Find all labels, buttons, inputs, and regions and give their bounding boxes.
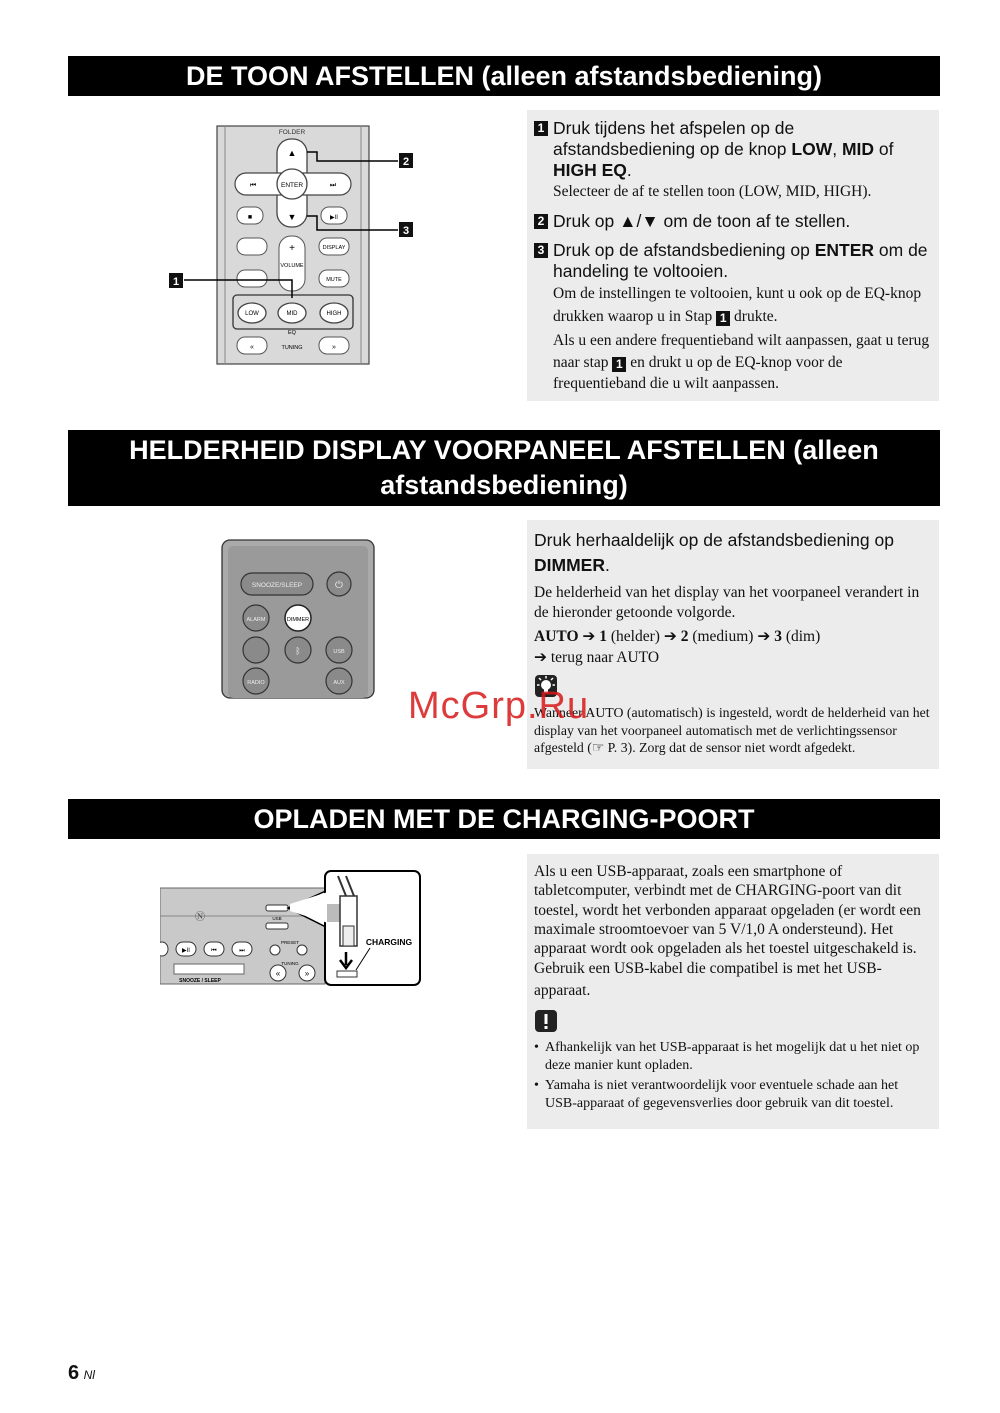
key-high-eq: HIGH EQ xyxy=(553,160,627,180)
step-3-note-2 xyxy=(534,330,933,395)
step-text: Druk op de afstandsbediening op xyxy=(553,240,815,260)
label-charging: CHARGING xyxy=(365,937,413,947)
caution-icon xyxy=(534,1009,933,1038)
step-2 xyxy=(534,211,933,232)
svg-text:▼: ▼ xyxy=(287,212,297,222)
arrow-icon: ➔ xyxy=(659,628,681,645)
tip-icon xyxy=(534,674,933,703)
svg-text:ᛒ: ᛒ xyxy=(295,646,301,656)
step-text: Druk op ▲/▼ om de toon af te stellen. xyxy=(553,211,851,231)
svg-text:▲: ▲ xyxy=(287,148,297,158)
svg-text:Ⓝ: Ⓝ xyxy=(195,912,205,923)
charging-instructions-panel xyxy=(527,854,939,1129)
key-low: LOW xyxy=(791,139,833,159)
svg-text:⏮: ⏮ xyxy=(211,948,217,954)
seq-back: terug naar AUTO xyxy=(550,649,660,666)
arrow-icon: ➔ xyxy=(534,649,551,666)
tip-text: Wanneer AUTO (automatisch) is ingesteld, wordt de helderheid van het display van het voorpaneel automatisch met de verlichtingssensor afgesteld (☞ P. 3). Zorg dat de sensor niet wordt afgedekt. xyxy=(534,705,930,755)
dimmer-description: De helderheid van het display van het voorpaneel verandert in de hieronder getoonde volgorde. xyxy=(534,584,920,621)
svg-text:»: » xyxy=(332,344,336,351)
note-text: Als u een andere frequentieband wilt aanpassen, gaat u terug naar stap xyxy=(553,332,930,371)
step-number: 3 xyxy=(534,243,548,258)
key-enter: ENTER xyxy=(814,240,875,260)
section-title-text: HELDERHEID DISPLAY VOORPANEEL AFSTELLEN (alleen xyxy=(129,435,879,465)
svg-text:⏻: ⏻ xyxy=(335,580,343,591)
step-number: 1 xyxy=(534,121,548,136)
svg-text:⏭: ⏭ xyxy=(239,948,245,954)
remote-eq-illustration xyxy=(165,120,425,365)
svg-text:▶II: ▶II xyxy=(330,215,338,221)
sep: . xyxy=(626,160,632,180)
label-usb: USB xyxy=(333,649,345,655)
label-dimmer: DIMMER xyxy=(286,617,310,623)
svg-text:«: « xyxy=(250,344,254,351)
arrow-icon: ➔ xyxy=(578,628,600,645)
section-title-text: OPLADEN MET DE CHARGING-POORT xyxy=(253,803,755,834)
label-usb: USB xyxy=(272,916,282,921)
seq-3: 3 xyxy=(774,628,782,645)
intro-text: . xyxy=(604,555,610,575)
svg-text:⏭: ⏭ xyxy=(329,182,337,189)
svg-text:■: ■ xyxy=(247,214,253,221)
step-text: Druk tijdens het afspelen op de afstandsbediening op de knop xyxy=(553,118,795,159)
page-number: 6 xyxy=(68,1362,80,1384)
dimmer-instructions-panel xyxy=(527,520,939,769)
charging-port-illustration xyxy=(160,868,425,988)
language-code: Nl xyxy=(83,1368,95,1382)
section-title-charging xyxy=(68,799,940,839)
note-text: Om de instellingen te voltooien, kunt u ook op de EQ-knop drukken waarop u in Stap xyxy=(553,285,922,325)
sep: of xyxy=(874,139,894,159)
step-1-note: Selecteer de af te stellen toon (LOW, MID, HIGH). xyxy=(553,183,872,200)
label-display: DISPLAY xyxy=(322,245,346,251)
list-item: • Afhankelijk van het USB-apparaat is het mogelijk dat u het niet op deze manier kunt opladen. xyxy=(534,1039,933,1075)
label-snooze: SNOOZE/SLEEP xyxy=(251,582,303,589)
inline-step-ref: 1 xyxy=(612,357,626,372)
step-number: 2 xyxy=(534,214,548,229)
seq-label: (medium) xyxy=(688,628,754,645)
step-3-note-1 xyxy=(534,282,933,328)
seq-2: 2 xyxy=(680,628,689,645)
svg-text:▶II: ▶II xyxy=(182,948,190,954)
label-mute: MUTE xyxy=(326,277,342,283)
key-dimmer: DIMMER xyxy=(534,555,605,575)
note-text: en drukt u op de EQ-knop voor de frequentieband die u wilt aanpassen. xyxy=(553,353,843,392)
dimmer-intro xyxy=(534,528,933,578)
watermark: McGrp.Ru xyxy=(408,685,590,727)
step-3 xyxy=(534,240,933,282)
callout-1: 1 xyxy=(172,276,180,288)
callout-3: 3 xyxy=(402,225,410,237)
label-folder: FOLDER xyxy=(278,129,306,136)
seq-label: (helder) xyxy=(607,628,660,645)
inline-step-ref: 1 xyxy=(716,311,730,326)
callout-2: 2 xyxy=(402,156,410,168)
tone-instructions-panel xyxy=(527,110,939,401)
sep: , xyxy=(832,139,842,159)
charging-cable-note: Gebruik een USB-kabel die compatibel is met het USB-apparaat. xyxy=(534,960,882,1000)
seq-label: (dim) xyxy=(781,628,821,645)
dimmer-sequence xyxy=(534,626,933,668)
label-volume: VOLUME xyxy=(280,263,304,269)
arrow-icon: ➔ xyxy=(753,628,775,645)
list-item: • Yamaha is niet verantwoordelijk voor eventuele schade aan het USB-apparaat of gegevensverlies door gebruik van dit toestel. xyxy=(534,1077,933,1113)
note-text: drukte. xyxy=(730,308,778,325)
key-mid: MID xyxy=(841,139,875,159)
label-snooze: SNOOZE / SLEEP xyxy=(179,978,221,984)
label-alarm: ALARM xyxy=(246,617,266,623)
page-footer xyxy=(68,1362,95,1385)
remote-dimmer-illustration xyxy=(221,539,375,699)
section-title-dimmer xyxy=(68,430,940,506)
svg-text:»: » xyxy=(304,969,310,978)
step-1 xyxy=(534,118,933,181)
section-title-text: DE TOON AFSTELLEN (alleen afstandsbediening) xyxy=(185,60,823,91)
caution-list xyxy=(534,1039,933,1113)
label-high: HIGH xyxy=(326,311,342,317)
svg-text:+: + xyxy=(289,243,295,254)
step-text: om de handeling te voltooien. xyxy=(553,240,928,281)
section-title-tone xyxy=(68,56,940,96)
svg-text:«: « xyxy=(275,969,281,978)
intro-text: Druk herhaaldelijk op de afstandsbediening op xyxy=(534,530,894,550)
label-mid: MID xyxy=(286,311,298,317)
label-tuning: TUNING xyxy=(281,345,303,351)
label-low: LOW xyxy=(245,311,259,317)
svg-text:⏮: ⏮ xyxy=(249,182,257,189)
label-enter: ENTER xyxy=(280,182,304,189)
label-eq: EQ xyxy=(288,330,296,336)
charging-description: Als u een USB-apparaat, zoals een smartphone of tabletcomputer, verbindt met de CHARGING-poort van dit toestel, wordt het verbonden apparaat opgeladen (er wordt een maximale stroomtoevoer van 5 V/1,0 A ondersteund). Het apparaat wordt ook opgeladen als het toestel uitgeschakeld is. xyxy=(534,863,921,958)
section-title-text: afstandsbediening) xyxy=(380,470,628,500)
label-aux: AUX xyxy=(333,680,345,686)
label-radio: RADIO xyxy=(247,680,265,686)
seq-auto: AUTO xyxy=(534,628,579,645)
seq-1: 1 xyxy=(599,628,608,645)
label-preset: PRESET xyxy=(280,940,300,945)
label-tuning: TUNING xyxy=(281,961,299,966)
